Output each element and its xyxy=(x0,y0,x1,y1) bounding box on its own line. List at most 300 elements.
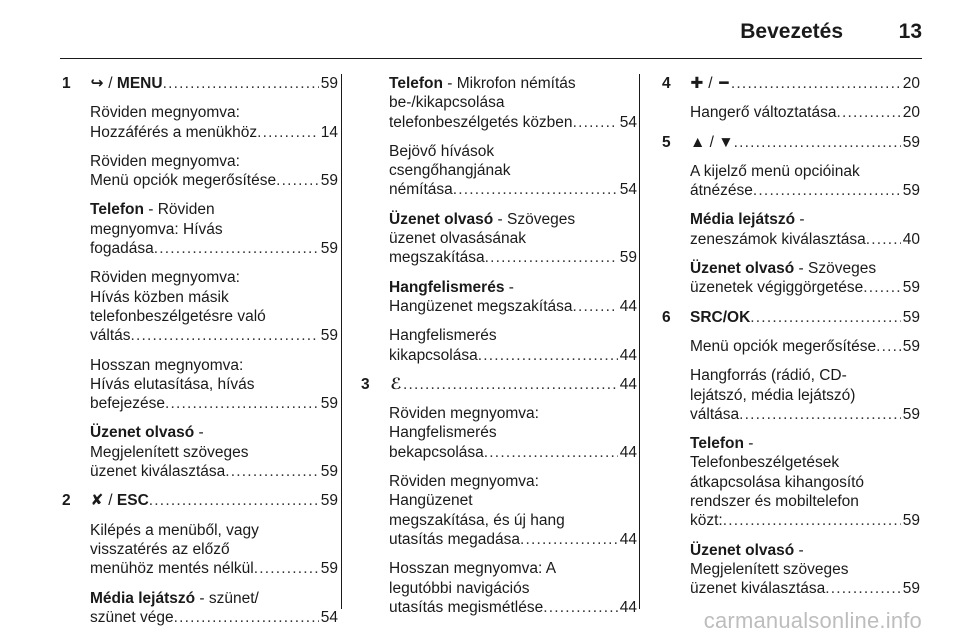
line-text xyxy=(90,423,204,442)
separator: / xyxy=(104,492,117,510)
line-text xyxy=(690,511,723,530)
dot-leader xyxy=(257,123,319,142)
bold-term: Média lejátszó xyxy=(690,211,796,229)
description-text: Hangfelismerés xyxy=(389,424,497,442)
page-reference[interactable]: 59 xyxy=(902,512,920,530)
description-text: megszakítása xyxy=(389,249,485,267)
index-entry xyxy=(389,210,637,268)
line-text xyxy=(690,434,753,453)
entry-line xyxy=(90,491,338,510)
entry-line xyxy=(389,472,637,491)
index-entry xyxy=(389,74,637,132)
page-reference[interactable]: 59 xyxy=(320,172,338,190)
description-text: Röviden megnyomva: xyxy=(90,269,240,287)
line-text xyxy=(90,540,230,559)
dot-leader xyxy=(863,278,901,297)
dot-leader xyxy=(731,74,901,93)
line-text xyxy=(90,521,259,540)
line-text xyxy=(690,181,753,200)
entry-number: 2 xyxy=(62,492,71,510)
entry-line xyxy=(389,443,637,462)
dot-leader xyxy=(154,239,319,258)
line-text xyxy=(389,278,514,297)
description-text: fogadása xyxy=(90,240,154,258)
line-text xyxy=(690,473,864,492)
page-reference[interactable]: 59 xyxy=(902,405,920,423)
entry-line xyxy=(90,220,338,239)
description-text: Hangüzenet xyxy=(389,492,473,510)
page-reference[interactable]: 44 xyxy=(619,598,637,616)
entry-line xyxy=(389,375,637,394)
entry-line xyxy=(90,423,338,442)
description-text: Hangerő változtatása xyxy=(690,104,837,122)
entry-line xyxy=(389,278,637,297)
line-text xyxy=(690,230,866,249)
line-text xyxy=(90,491,149,510)
line-text xyxy=(90,171,276,190)
minus-icon: ━ xyxy=(719,75,729,92)
dot-leader xyxy=(149,491,319,510)
entry-line xyxy=(389,248,637,267)
entry-line xyxy=(389,142,637,161)
entry-line xyxy=(690,337,920,356)
description-text: Megjelenített szöveges xyxy=(690,560,849,578)
page-reference[interactable]: 59 xyxy=(320,492,338,510)
plus-icon: ✚ xyxy=(690,75,704,92)
line-text xyxy=(90,220,223,239)
line-text xyxy=(90,326,131,345)
index-entry xyxy=(90,589,338,628)
index-entry xyxy=(389,326,637,365)
column-3 xyxy=(662,74,920,609)
line-text xyxy=(389,248,485,267)
index-entry xyxy=(690,541,920,599)
bold-term: Telefon xyxy=(690,435,744,453)
line-text xyxy=(389,180,453,199)
term-description: - Mikrofon némítás xyxy=(442,75,576,92)
description-text: Hangfelismerés xyxy=(389,327,497,345)
line-text xyxy=(690,259,876,278)
line-text xyxy=(90,589,259,608)
description-text: üzenet kiválasztása xyxy=(690,580,826,598)
entry-line xyxy=(389,579,637,598)
separator: / xyxy=(704,75,717,92)
index-entry xyxy=(690,210,920,249)
page-reference[interactable]: 59 xyxy=(320,327,338,345)
line-text xyxy=(389,229,526,248)
entry-line xyxy=(389,491,637,510)
line-text xyxy=(690,74,731,93)
dot-leader xyxy=(573,113,618,132)
line-text xyxy=(90,356,243,375)
description-text: befejezése xyxy=(90,395,165,413)
line-text xyxy=(389,598,543,617)
menu-arrow-icon: ↪ xyxy=(90,75,104,92)
description-text: A kijelző menü opcióinak xyxy=(690,162,860,180)
index-entry xyxy=(690,259,920,298)
term-description: - Szöveges xyxy=(493,210,576,228)
description-text: csengőhangjának xyxy=(389,162,511,180)
entry-line xyxy=(690,74,920,93)
index-entry xyxy=(690,162,920,201)
column-2 xyxy=(361,74,637,627)
line-text xyxy=(90,74,163,93)
page-reference[interactable]: 40 xyxy=(902,230,920,248)
description-text: Hosszan megnyomva: A xyxy=(389,560,557,578)
dot-leader xyxy=(825,579,900,598)
entry-line xyxy=(690,511,920,530)
entry-line xyxy=(389,210,637,229)
description-text: visszatérés az előző xyxy=(90,540,230,558)
description-text: átkapcsolása kihangosító xyxy=(690,473,865,491)
line-text xyxy=(690,210,805,229)
line-text xyxy=(90,152,240,171)
page-reference[interactable]: 20 xyxy=(902,104,920,122)
down-arrow-icon: ▼ xyxy=(718,133,734,151)
term-description: - xyxy=(504,278,514,296)
line-text xyxy=(389,530,520,549)
index-entry xyxy=(389,559,637,617)
entry-line xyxy=(90,559,338,578)
line-text xyxy=(389,511,565,530)
index-entry xyxy=(662,74,920,93)
dot-leader xyxy=(225,462,318,481)
description-text: Röviden megnyomva: xyxy=(389,473,539,491)
term-description: - xyxy=(794,541,804,559)
description-text: zeneszámok kiválasztása xyxy=(690,230,866,248)
line-text xyxy=(389,423,497,442)
index-entry xyxy=(90,103,338,142)
line-text xyxy=(389,93,504,112)
bold-term: SRC/OK xyxy=(690,308,751,326)
dot-leader xyxy=(543,598,618,617)
page-reference[interactable]: 59 xyxy=(320,560,338,578)
line-text xyxy=(690,133,734,152)
bold-term: Telefon xyxy=(90,201,144,219)
index-entry xyxy=(389,472,637,549)
entry-line xyxy=(389,423,637,442)
page-reference[interactable]: 59 xyxy=(902,580,920,598)
index-entry xyxy=(90,356,338,414)
entry-line xyxy=(690,230,920,249)
entry-line xyxy=(389,598,637,617)
description-text: legutóbbi navigációs xyxy=(389,579,530,597)
dot-leader xyxy=(750,308,900,327)
dot-leader xyxy=(478,346,618,365)
entry-line xyxy=(389,93,637,112)
page-header xyxy=(0,0,960,56)
line-text xyxy=(690,386,855,405)
entry-number: 6 xyxy=(662,308,671,326)
description-text: telefonbeszélgetésre való xyxy=(90,307,266,325)
description-text: kikapcsolása xyxy=(389,346,478,364)
separator: / xyxy=(705,133,719,151)
watermark: carmanualsonline.info xyxy=(703,608,922,633)
description-text: utasítás megadása xyxy=(389,530,520,548)
line-text xyxy=(690,405,739,424)
line-text xyxy=(389,491,473,510)
description-text: szünet vége xyxy=(90,608,174,626)
line-text xyxy=(389,326,497,345)
entry-line xyxy=(690,103,920,122)
entry-line xyxy=(90,103,338,122)
index-entry xyxy=(361,375,637,394)
dot-leader xyxy=(836,103,900,122)
entry-line xyxy=(389,180,637,199)
entry-line xyxy=(389,326,637,345)
page-reference[interactable]: 59 xyxy=(320,395,338,413)
entry-line xyxy=(90,268,338,287)
page-reference[interactable]: 59 xyxy=(902,279,920,297)
entry-line xyxy=(690,278,920,297)
term-description: - Szöveges xyxy=(794,260,877,278)
page-reference[interactable]: 44 xyxy=(619,443,637,461)
term-description: - xyxy=(743,435,754,453)
description-text: Röviden megnyomva: xyxy=(389,405,539,423)
description-text: menühöz mentés nélkül xyxy=(90,560,254,578)
index-entry xyxy=(690,103,920,122)
line-text xyxy=(389,142,494,161)
line-text xyxy=(90,608,174,627)
entry-line xyxy=(90,608,338,627)
line-text xyxy=(389,472,539,491)
description-text: Röviden megnyomva: xyxy=(90,152,240,170)
entry-line xyxy=(690,366,920,385)
dot-leader xyxy=(485,248,618,267)
description-text: megszakítása, és új hang xyxy=(389,511,565,529)
line-text xyxy=(389,443,484,462)
bold-term: Üzenet olvasó xyxy=(389,210,494,228)
header-rule xyxy=(60,58,922,59)
dot-leader xyxy=(131,326,319,345)
description-text: Megjelenített szöveges xyxy=(90,443,249,461)
term-description: - szünet/ xyxy=(195,589,259,607)
line-text xyxy=(90,288,229,307)
page-reference[interactable]: 59 xyxy=(619,249,637,267)
dot-leader xyxy=(520,530,618,549)
index-entry xyxy=(690,366,920,424)
description-text: bekapcsolása xyxy=(389,443,484,461)
index-entry xyxy=(662,308,920,327)
entry-line xyxy=(690,210,920,229)
index-entry xyxy=(90,152,338,191)
entry-line xyxy=(690,405,920,424)
entry-line xyxy=(690,453,920,472)
description-text: átnézése xyxy=(690,182,753,200)
dot-leader xyxy=(753,181,901,200)
entry-line xyxy=(90,123,338,142)
line-text xyxy=(690,308,750,327)
separator: / xyxy=(104,75,117,92)
description-text: Menü opciók megerősítése xyxy=(690,337,877,355)
entry-line xyxy=(690,473,920,492)
description-text: telefonbeszélgetés közben xyxy=(389,113,573,131)
line-text xyxy=(90,559,254,578)
line-text xyxy=(389,559,556,578)
description-text: üzenet olvasásának xyxy=(389,230,527,248)
line-text xyxy=(690,492,859,511)
line-text xyxy=(690,453,839,472)
bold-term: MENU xyxy=(116,75,163,92)
dot-leader xyxy=(165,394,319,413)
entry-line xyxy=(690,181,920,200)
dot-leader xyxy=(876,337,901,356)
index-entry xyxy=(662,133,920,152)
entry-line xyxy=(90,589,338,608)
dot-leader xyxy=(739,405,901,424)
page-reference[interactable]: 20 xyxy=(902,75,920,92)
entry-line xyxy=(90,462,338,481)
entry-line xyxy=(690,579,920,598)
column-divider-2 xyxy=(639,74,640,609)
entry-line xyxy=(690,308,920,327)
page-reference[interactable]: 44 xyxy=(619,346,637,364)
page-reference[interactable]: 54 xyxy=(619,181,637,199)
description-text: Hosszan megnyomva: xyxy=(90,356,244,374)
description-text: utasítás megismétlése xyxy=(389,598,544,616)
page-reference[interactable]: 44 xyxy=(619,530,637,548)
description-text: Röviden megnyomva: xyxy=(90,104,240,122)
entry-line xyxy=(90,307,338,326)
entry-line xyxy=(389,511,637,530)
description-text: üzenetek végiggörgetése xyxy=(690,279,864,297)
index-entry xyxy=(690,434,920,530)
description-text: Hívás közben másik xyxy=(90,288,229,306)
page-reference[interactable]: 14 xyxy=(320,123,338,141)
description-text: lejátszó, média lejátszó) xyxy=(690,386,856,404)
page-reference[interactable]: 54 xyxy=(320,608,338,626)
line-text xyxy=(389,404,539,423)
entry-line xyxy=(690,541,920,560)
entry-line xyxy=(90,200,338,219)
entry-line xyxy=(389,113,637,132)
dot-leader xyxy=(254,559,319,578)
description-text: megnyomva: Hívás xyxy=(90,220,223,238)
entry-line xyxy=(389,404,637,423)
description-text: Hozzáférés a menükhöz xyxy=(90,123,258,141)
line-text xyxy=(389,113,573,132)
line-text xyxy=(90,443,249,462)
bold-term: Média lejátszó xyxy=(90,589,196,607)
line-text xyxy=(389,375,403,394)
entry-line xyxy=(90,443,338,462)
entry-line xyxy=(690,434,920,453)
entry-line xyxy=(389,74,637,93)
entry-line xyxy=(690,259,920,278)
line-text xyxy=(90,307,266,326)
description-text: némítása xyxy=(389,181,453,199)
page-reference[interactable]: 59 xyxy=(902,337,920,355)
dot-leader xyxy=(734,133,901,152)
line-text xyxy=(90,200,215,219)
line-text xyxy=(389,161,511,180)
page-number: 13 xyxy=(898,20,922,43)
line-text xyxy=(90,239,154,258)
page-reference[interactable]: 59 xyxy=(902,182,920,200)
entry-number: 5 xyxy=(662,133,671,151)
page-reference[interactable]: 44 xyxy=(619,375,637,393)
entry-line xyxy=(90,326,338,345)
entry-line xyxy=(690,386,920,405)
line-text xyxy=(90,375,255,394)
line-text xyxy=(90,123,257,142)
description-text: Hívás elutasítása, hívás xyxy=(90,375,255,393)
line-text xyxy=(389,579,529,598)
description-text: rendszer és mobiltelefon xyxy=(690,493,859,511)
line-text xyxy=(690,278,863,297)
index-entry xyxy=(690,337,920,356)
dot-leader xyxy=(453,180,618,199)
dot-leader xyxy=(276,171,319,190)
entry-number: 4 xyxy=(662,75,671,92)
term-description: - xyxy=(795,211,805,229)
entry-line xyxy=(389,530,637,549)
entry-line xyxy=(690,133,920,152)
line-text xyxy=(90,268,240,287)
line-text xyxy=(90,103,240,122)
entry-line xyxy=(389,297,637,316)
bold-term: Hangfelismerés xyxy=(389,278,505,296)
page-reference[interactable]: 59 xyxy=(902,133,920,151)
page-reference[interactable]: 59 xyxy=(320,240,338,258)
line-text xyxy=(90,462,225,481)
entry-line xyxy=(90,394,338,413)
entry-line xyxy=(90,288,338,307)
entry-line xyxy=(90,171,338,190)
entry-number: 3 xyxy=(361,375,370,393)
bold-term: Üzenet olvasó xyxy=(90,424,195,442)
page-reference[interactable]: 54 xyxy=(619,113,637,131)
up-arrow-icon: ▲ xyxy=(690,133,706,151)
entry-line xyxy=(90,540,338,559)
dot-leader xyxy=(723,511,901,530)
line-text xyxy=(389,210,575,229)
description-text: közt: xyxy=(690,512,723,530)
description-text: váltása xyxy=(690,405,740,423)
page-reference[interactable]: 59 xyxy=(902,308,920,326)
line-text xyxy=(389,74,576,93)
column-1 xyxy=(62,74,338,637)
entry-line xyxy=(690,560,920,579)
line-text xyxy=(389,297,573,316)
page-title: Bevezetés xyxy=(740,20,843,43)
line-text xyxy=(690,579,825,598)
entry-line xyxy=(389,346,637,365)
description-text: be-/kikapcsolása xyxy=(389,94,505,112)
page-reference[interactable]: 44 xyxy=(619,297,637,315)
line-text xyxy=(690,103,836,122)
description-text: Bejövő hívások xyxy=(389,142,495,160)
bold-term: Telefon xyxy=(389,75,443,92)
line-text xyxy=(389,346,478,365)
entry-line xyxy=(389,559,637,578)
entry-line xyxy=(90,239,338,258)
entry-line xyxy=(389,161,637,180)
page-reference[interactable]: 59 xyxy=(320,75,338,92)
index-entry xyxy=(90,200,338,258)
index-entry xyxy=(389,278,637,317)
esc-cross-icon: ✘ xyxy=(90,492,104,510)
index-entry xyxy=(389,142,637,200)
bold-term: ESC xyxy=(116,492,149,510)
dot-leader xyxy=(573,297,618,316)
entry-line xyxy=(90,74,338,93)
dot-leader xyxy=(163,74,319,93)
page-reference[interactable]: 59 xyxy=(320,463,338,481)
dot-leader xyxy=(403,375,618,394)
bold-term: Üzenet olvasó xyxy=(690,541,795,559)
entry-line xyxy=(389,229,637,248)
